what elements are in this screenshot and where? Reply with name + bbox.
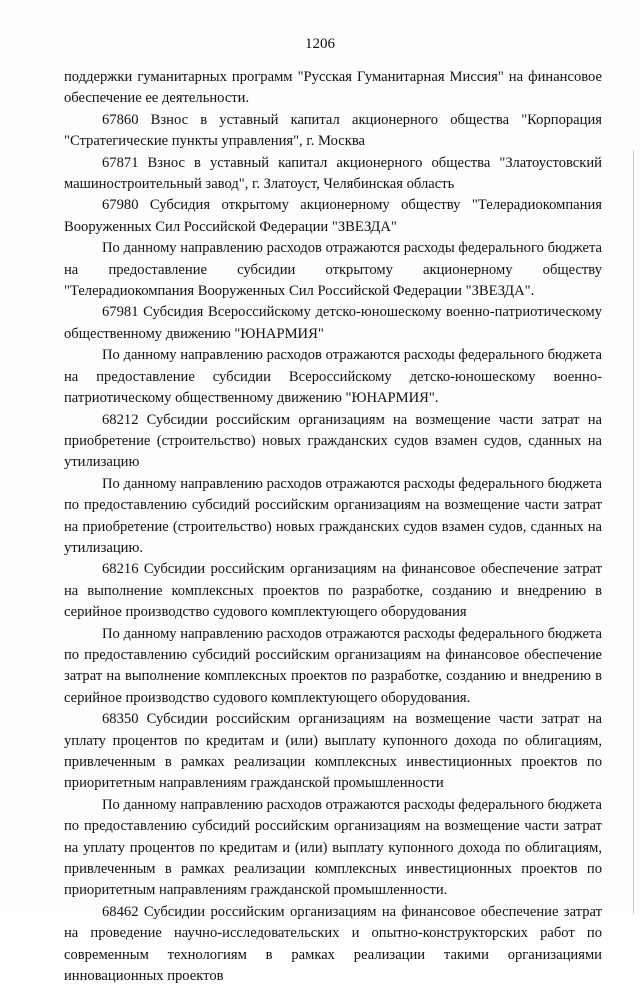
- paragraph-67980-heading: 67980 Субсидия открытому акционерному обществу "Телерадиокомпания Вооруженных Сил Российской Федерации "ЗВЕЗДА": [64, 197, 602, 235]
- paragraph-67980-description: По данному направлению расходов отражаются расходы федерального бюджета на предоставление субсидии открытому акционерному обществу "Телерадиокомпания Вооруженных Сил Российской Федерации "ЗВЕЗДА".: [64, 240, 602, 300]
- paragraph-continuation: поддержки гуманитарных программ "Русская Гуманитарная Миссия" на финансовое обеспечение ее деятельности.: [64, 69, 602, 107]
- paragraph-68350-heading: 68350 Субсидии российским организациям на возмещение части затрат на уплату процентов по кредитам и (или) выплату купонного дохода по облигациям, привлеченным в рамках реализации комплексных инвестиционных проектов по приоритетным направлениям гражданской промышленности: [64, 711, 602, 792]
- page-number: 1206: [305, 36, 335, 52]
- paragraph-68212-heading: 68212 Субсидии российским организациям на возмещение части затрат на приобретение (строительство) новых гражданских судов взамен судов, сданных на утилизацию: [64, 411, 602, 471]
- paragraph-67981-heading: 67981 Субсидия Всероссийскому детско-юношескому военно-патриотическому общественному движению "ЮНАРМИЯ": [64, 304, 602, 342]
- paragraph-67871-heading: 67871 Взнос в уставный капитал акционерного общества "Златоустовский машиностроительный завод", г. Златоуст, Челябинская область: [64, 154, 602, 193]
- paragraph-68350-description: По данному направлению расходов отражаются расходы федерального бюджета по предоставлению субсидий российским организациям на возмещение части затрат на уплату процентов по кредитам и (или) выплату купонного дохода по облигациям, привлеченным в рамках реализации комплексных инвестиционных проектов по приоритетным направлениям гражданской промышленности.: [64, 796, 602, 899]
- document-body: [64, 67, 602, 987]
- paragraph-68212-description: По данному направлению расходов отражаются расходы федерального бюджета по предоставлению субсидий российским организациям на возмещение части затрат на приобретение (строительство) новых гражданских судов взамен судов, сданных на утилизацию.: [64, 475, 602, 556]
- scan-edge-line: [633, 150, 634, 914]
- paragraph-67860-heading: 67860 Взнос в уставный капитал акционерного общества "Корпорация "Стратегические пункты управления", г. Москва: [64, 111, 602, 150]
- paragraph-68216-description: По данному направлению расходов отражаются расходы федерального бюджета по предоставлению субсидий российским организациям на финансовое обеспечение затрат на выполнение комплексных проектов по разработке, созданию и внедрению в серийное производство судового комплектующего оборудования.: [64, 625, 602, 706]
- paragraph-68216-heading: 68216 Субсидии российским организациям на финансовое обеспечение затрат на выполнение комплексных проектов по разработке, созданию и внедрению в серийное производство судового комплектующего оборудования: [64, 561, 602, 621]
- paragraph-68462-heading: 68462 Субсидии российским организациям на финансовое обеспечение затрат на проведение научно-исследовательских и опытно-конструкторских работ по современным технологиям в рамках реализации такими организациями инновационных проектов: [64, 903, 602, 985]
- paragraph-67981-description: По данному направлению расходов отражаются расходы федерального бюджета на предоставление субсидии Всероссийскому детско-юношескому военно-патриотическому общественному движению "ЮНАРМИЯ".: [64, 347, 602, 407]
